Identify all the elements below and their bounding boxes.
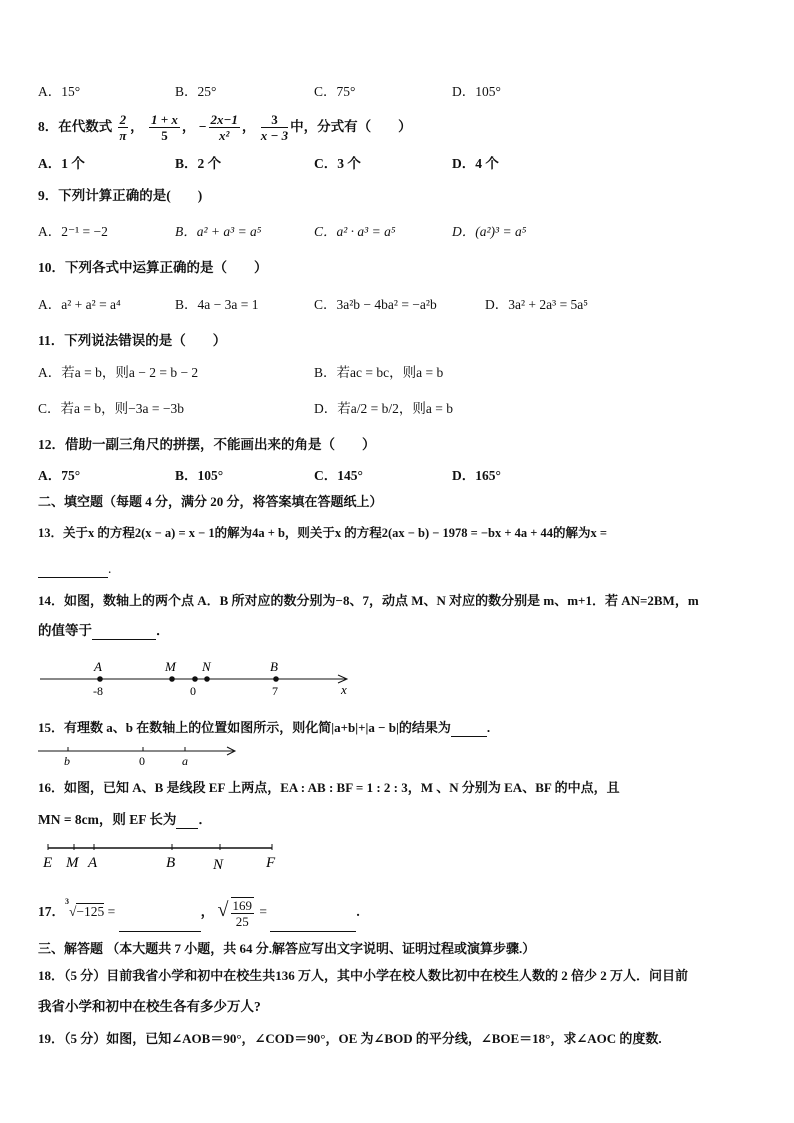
q13-text: 13．关于x 的方程2(x − a) = x − 1的解为4a + b，则关于x 的方程2(ax − b) − 1978 = −bx + 4a + 44的解为x =	[38, 526, 607, 540]
q9-option-c: C．a² · a³ = a⁵	[314, 224, 396, 239]
q9-option-b: B．a² + a³ = a⁵	[175, 224, 262, 239]
q14-axis-var: x	[341, 682, 347, 697]
q8-expr4-num: 3	[261, 112, 288, 128]
q15-number-line	[38, 743, 248, 769]
q14-point-n	[204, 676, 210, 682]
q11-option-d: D．若a/2 = b/2，则a = b	[314, 401, 453, 416]
q10-option-b: B．4a − 3a = 1	[175, 297, 259, 312]
q16-label-f: F	[266, 855, 276, 871]
q14-answer-blank[interactable]	[92, 625, 156, 640]
q14-label-n: N	[202, 659, 211, 674]
q10-stem: 10．下列各式中运算正确的是（ ）	[38, 260, 268, 275]
q12-option-b: B．105°	[175, 468, 224, 483]
q8-stem-prefix: 8．在代数式	[38, 119, 113, 134]
q17-radicand-1: −125	[76, 904, 105, 919]
q17-radical-2: √	[217, 899, 229, 921]
q17-frac-den: 25	[235, 913, 249, 929]
q11-stem: 11．下列说法错误的是（ ）	[38, 333, 227, 348]
q17-frac-num: 169	[232, 897, 253, 913]
q18-line1: 18．（5 分）目前我省小学和初中在校生共136 万人，其中小学在校人数比初中在校生人数的 2 倍少 2 万人．问目前	[38, 968, 689, 983]
q8-option-b: B．2 个	[175, 156, 222, 171]
q14-line2-suffix: ．	[156, 623, 170, 638]
q17-radical-1: √	[69, 904, 77, 919]
q16-line2-suffix: ．	[198, 812, 212, 827]
q14-point-a	[97, 676, 103, 682]
q10-option-c: C．3a²b − 4ba² = −a²b	[314, 297, 437, 312]
q8-expr2-den: 5	[161, 128, 168, 144]
q16-label-e: E	[43, 855, 53, 871]
q15-label-b: b	[64, 754, 70, 768]
q17-tail: .	[356, 904, 360, 919]
q8-option-a: A．1 个	[38, 156, 85, 171]
q12-option-a: A．75°	[38, 468, 81, 483]
q11-option-a: A．若a = b，则a − 2 = b − 2	[38, 365, 199, 380]
q16-line2	[38, 811, 212, 829]
q7-option-d: D．105°	[452, 84, 501, 99]
q8-expr1	[118, 112, 129, 143]
q11-option-c: C．若a = b，则−3a = −3b	[38, 401, 184, 416]
q16-label-a: A	[88, 855, 98, 871]
q17-root-index: 3	[65, 897, 69, 906]
q8-expr4-den: x − 3	[260, 128, 289, 144]
q12-option-c: C．145°	[314, 468, 363, 483]
q14-point-0	[192, 676, 198, 682]
q14-line2	[38, 622, 170, 640]
q17-line: 17．$^3$√−125 = ， √ $\frac{169}{25}$ = .	[38, 890, 360, 932]
q17-prefix: 17．	[38, 904, 65, 919]
q15-label-a: a	[182, 754, 188, 768]
q18-line2: 我省小学和初中在校生各有多少万人?	[38, 999, 261, 1014]
q8-expr3-num: 2x−1	[210, 112, 238, 128]
q13-tail: .	[108, 561, 112, 576]
q14-tick-0: 0	[190, 684, 196, 698]
q11-option-b: B．若ac = bc，则a = b	[314, 365, 444, 380]
q16-label-n: N	[213, 857, 224, 872]
q7-option-a: A．15°	[38, 84, 81, 99]
q14-label-m: M	[165, 659, 176, 674]
q14-line2-prefix: 的值等于	[38, 623, 92, 638]
q8-expr2-num: 1 + x	[151, 112, 178, 128]
q7-option-b: B．25°	[175, 84, 217, 99]
q14-number-line	[38, 656, 358, 700]
q12-option-d: D．165°	[452, 468, 501, 483]
q14-point-m	[169, 676, 175, 682]
q15-label-0: 0	[139, 754, 145, 768]
q17-fraction	[231, 897, 255, 929]
q8-expr2	[149, 112, 180, 143]
q8-stem-suffix: 中，分式有（ ）	[290, 119, 412, 134]
q12-stem: 12．借助一副三角尺的拼摆，不能画出来的角是（ ）	[38, 437, 376, 452]
q14-line1: 14．如图，数轴上的两个点 A．B 所对应的数分别为−8、7，动点 M、N 对应的数分别是 m、m+1．若 AN=2BM，m	[38, 593, 699, 608]
section-3-heading: 三、解答题 （本大题共 7 小题，共 64 分.解答应写出文字说明、证明过程或演算步骤.）	[38, 941, 536, 956]
q9-stem: 9．下列计算正确的是( )	[38, 188, 203, 203]
q8-stem: 8．在代数式 $\frac{2}{\pi}$ ， $\frac{1 + x}{5}$ ， − $\frac{2x-1}{\text{x²}}$ ， $\frac{3}{x - 3}$ 中，分式有（ ）	[38, 112, 412, 144]
q10-option-a: A．a² + a² = a⁴	[38, 297, 121, 312]
q15-answer-blank[interactable]	[451, 722, 487, 737]
q16-segment-diagram	[40, 842, 280, 872]
q14-tick-neg8: -8	[93, 684, 103, 698]
q16-line2-prefix: MN = 8cm，则 EF 长为	[38, 812, 177, 827]
q8-expr1-num: 2	[119, 112, 127, 128]
q8-option-d: D．4 个	[452, 156, 499, 171]
q14-point-b	[273, 676, 279, 682]
q16-answer-blank[interactable]	[176, 814, 198, 829]
q8-expr4	[261, 112, 288, 143]
q16-label-b: B	[166, 855, 176, 871]
q19-line1: 19．（5 分）如图，已知∠AOB＝90°，∠COD＝90°，OE 为∠BOD 的平分线，∠BOE＝18°，求∠AOC 的度数.	[38, 1031, 662, 1046]
q8-expr3-den: x²	[218, 128, 230, 144]
q15-text-main: 15．有理数 a、b 在数轴上的位置如图所示，则化简|a+b|+|a − b|的结果为	[38, 720, 451, 735]
q15-text	[38, 719, 490, 737]
q14-label-a: A	[94, 659, 102, 674]
q8-expr3	[209, 112, 240, 143]
q10-option-d: D．3a² + 2a³ = 5a⁵	[485, 297, 589, 312]
q7-option-c: C．75°	[314, 84, 356, 99]
q13-answer-blank[interactable]	[38, 563, 108, 578]
q13-answer-line	[38, 560, 111, 578]
q8-expr3-sign: −	[198, 119, 207, 134]
q17-sep: ，	[200, 904, 215, 919]
q9-option-a: A．2⁻¹ = −2	[38, 224, 108, 239]
q8-option-c: C．3 个	[314, 156, 361, 171]
q17-answer-blank-2[interactable]	[270, 917, 356, 932]
q17-answer-blank-1[interactable]	[119, 917, 201, 932]
q14-tick-7: 7	[272, 684, 278, 698]
section-2-heading: 二、填空题（每题 4 分，满分 20 分，将答案填在答题纸上）	[38, 494, 383, 509]
q15-tail: .	[486, 720, 491, 735]
q16-line1: 16．如图，已知 A、B 是线段 EF 上两点，EA : AB : BF = 1 : 2 : 3，M 、N 分别为 EA、BF 的中点，且	[38, 780, 620, 795]
q16-label-m: M	[66, 855, 79, 871]
q8-expr1-den: π	[119, 128, 127, 144]
q14-label-b: B	[270, 659, 278, 674]
q9-option-d: D．(a²)³ = a⁵	[452, 224, 527, 239]
